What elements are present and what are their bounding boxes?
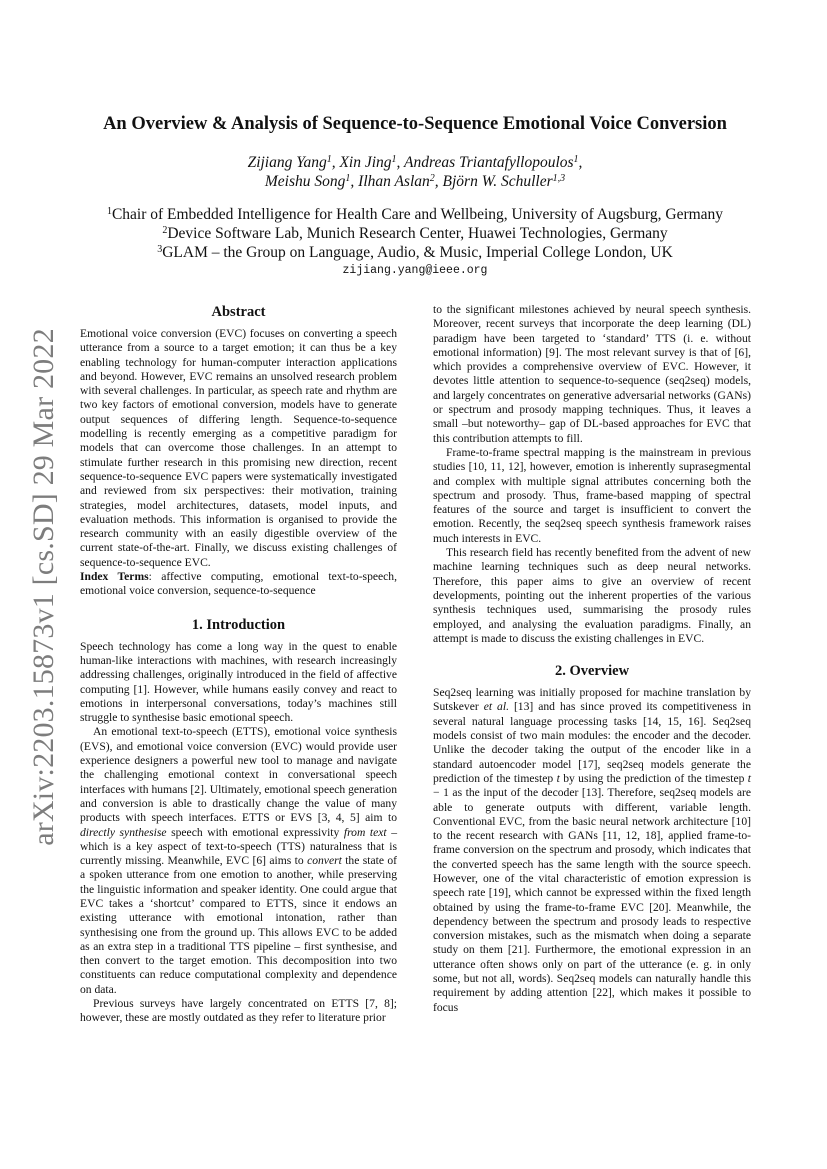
arxiv-identifier: arXiv:2203.15873v1 [cs.SD] 29 Mar 2022 bbox=[27, 328, 60, 846]
left-column bbox=[80, 303, 397, 1026]
author-line-1 bbox=[80, 153, 750, 172]
author-separator: , bbox=[350, 173, 359, 190]
index-terms-list: : affective computing, emotional text-to-speech, emotional voice conversion, sequence-to-sequence bbox=[80, 570, 397, 598]
author-name: Xin Jing bbox=[339, 154, 392, 171]
index-terms-label: Index Terms bbox=[80, 570, 149, 584]
author-separator: , bbox=[396, 154, 405, 171]
author-name: Ilhan Aslan bbox=[358, 173, 430, 190]
affiliation-text: Chair of Embedded Intelligence for Health Care and Wellbeing, University of Augsburg, Germany bbox=[111, 206, 724, 223]
author-separator: , bbox=[578, 154, 583, 171]
emphasis-text: convert bbox=[307, 854, 342, 868]
emphasis-text: from text bbox=[343, 825, 387, 839]
text-run: An emotional text-to-speech (ETTS), emotional voice synthesis (EVS), and emotional voice conversion (EVC) would provide user experience designers a powerful new tool to manage and navigate the challenging emotional context in conversational speech interfaces with humans [2]. Ultimately, emotional speech generation and conversion is able to drastically change the value of many products with speech interfaces. ETTS or EVS [3, 4, 5] aim to bbox=[80, 725, 398, 825]
intro-paragraph-4: Frame-to-frame spectral mapping is the mainstream in previous studies [10, 11, 12], however, emotion is inherently suprasegmental and complex with multiple signal attributes concerning both the spectrum and prosody. Thus, frame-based mapping of spectral features of the source and target is insufficient to convert the emotion. Recently, the seq2seq speech synthesis framework raises much interests in EVC. bbox=[433, 445, 751, 545]
author-name: Björn W. Schuller bbox=[442, 173, 553, 190]
text-run: – which is a key aspect of text-to-speech (TTS) naturalness that is currently missing. Meanwhile, EVC [6] aims to bbox=[80, 825, 397, 868]
affiliation-text: GLAM – the Group on Language, Audio, & Music, Imperial College London, UK bbox=[162, 244, 673, 261]
text-run: the state of a spoken utterance from one emotion to another, while preserving the linguistic information and speaker identity. One could argue that EVC takes a ‘shortcut’ compared to ETTS, since it endows an existing utterance with emotional intonation, rather than synthesising one from the ground up. This allows EVC to be added as an extra step in a traditional TTS pipeline – first synthesise, and then convert to the target emotion. This decomposition into two constituents can reduce computational complexity and dependence on data. bbox=[80, 854, 397, 996]
intro-paragraph-1: Speech technology has come a long way in the quest to enable human-like interactions with machines, with research increasingly addressing challenges, originally introduced in the field of affective computing [1]. However, while humans easily convey and react to emotions in interpersonal conversations, today’s machines still struggle to synthesise basic emotional speech. bbox=[80, 639, 397, 725]
affiliation-text: Device Software Lab, Munich Research Center, Huawei Technologies, Germany bbox=[167, 225, 668, 242]
affiliation-sup: 1 bbox=[106, 206, 112, 217]
text-run: speech with emotional expressivity bbox=[166, 825, 344, 839]
right-column bbox=[433, 303, 751, 1015]
affiliation-3 bbox=[60, 243, 770, 262]
author-affil-sup: 1 bbox=[326, 154, 332, 165]
overview-paragraph-1 bbox=[433, 686, 751, 1015]
author-separator: , bbox=[434, 173, 443, 190]
author-affil-sup: 1 bbox=[345, 173, 351, 184]
author-affil-sup: 1 bbox=[573, 154, 579, 165]
text-run: Seq2seq learning was initially proposed for machine translation by Sutskever bbox=[433, 686, 751, 714]
author-affil-sup: 1 bbox=[391, 154, 397, 165]
emphasis-text: et al. bbox=[483, 700, 509, 714]
affiliation-sup: 3 bbox=[157, 244, 163, 255]
math-variable: t bbox=[747, 771, 751, 785]
introduction-heading: 1. Introduction bbox=[191, 616, 286, 633]
affiliation-list bbox=[60, 205, 770, 262]
affiliation-1 bbox=[60, 205, 770, 224]
math-variable: t bbox=[556, 771, 560, 785]
contact-email: zijiang.yang@ieee.org bbox=[342, 264, 488, 277]
text-run: [13] and has since proved its competitiveness in several natural language processing tasks [14, 15, 16]. Seq2seq models consist of two main modules: the encoder and the decoder. Unlike the decoder taking the output of the encoder like in a standard autoencoder model [17], seq2seq models generate the prediction of the timestep bbox=[433, 700, 751, 785]
emphasis-text: directly synthesise bbox=[80, 825, 167, 839]
text-run: by using the prediction of the timestep bbox=[559, 771, 748, 785]
intro-paragraph-3-start: Previous surveys have largely concentrated on ETTS [7, 8]; however, these are mostly outdated as they refer to literature prior bbox=[80, 997, 397, 1025]
affiliation-sup: 2 bbox=[162, 225, 168, 236]
intro-paragraph-2 bbox=[80, 725, 397, 997]
abstract-heading: Abstract bbox=[211, 304, 266, 320]
intro-paragraph-5: This research field has recently benefited from the advent of new machine learning techniques such as deep neural networks. Therefore, this paper aims to give an overview of recent developments, pointing out the inherent properties of the various synthesis techniques used, summarising the prosody rules employed, and analysing the evaluation paradigms. Finally, an attempt is made to discuss the existing challenges in EVC. bbox=[433, 546, 751, 645]
author-name: Zijiang Yang bbox=[247, 154, 327, 171]
author-name: Andreas Triantafyllopoulos bbox=[404, 154, 574, 171]
overview-heading: 2. Overview bbox=[554, 663, 630, 680]
author-line-2 bbox=[80, 172, 750, 191]
author-affil-sup: 1,3 bbox=[552, 173, 566, 184]
paper-title: An Overview & Analysis of Sequence-to-Sequence Emotional Voice Conversion bbox=[103, 114, 727, 134]
index-terms bbox=[80, 570, 397, 599]
author-name: Meishu Song bbox=[264, 173, 346, 190]
author-affil-sup: 2 bbox=[429, 173, 435, 184]
author-list bbox=[80, 153, 750, 191]
text-run: − 1 as the input of the decoder [13]. Therefore, seq2seq models are able to generate outputs with different, variable length. Conventional EVC, from the basic neural network architecture [10] to the recent research with GANs [11, 12, 18], applied frame-to-frame conversion on the spectrum and prosody, which indicates that the converted speech has the same length with the source speech. However, one of the vital characteristic of emotion expression is speech rate [19], which cannot be expressed within the fixed length obtained by using the frame-to-frame EVC [20]. Meanwhile, the dependency between the spectrum and prosody leads to respective conversion mistakes, such as the mismatch when doing a separate study on them [21]. Furthermore, the emotional expression in an utterance often shows only on part of the utterance (e. g. in only some, but not all, words). Seq2seq models can naturally handle this requirement by adding attention [22], which makes it possible to focus bbox=[433, 786, 751, 1014]
affiliation-2 bbox=[60, 224, 770, 243]
author-separator: , bbox=[331, 154, 340, 171]
intro-paragraph-3-continued: to the significant milestones achieved by neural speech synthesis. Moreover, recent surveys that incorporate the deep learning (DL) paradigm have been targeted to ‘standard’ TTS (i. e. without emotional information) [9]. The most relevant survey is that of [6], which provides a comprehensive overview of EVC. However, it devotes little attention to sequence-to-sequence (seq2seq) models, and largely concentrates on generative adversarial networks (GANs) or spectrum and prosody mapping techniques. Thus, it leaves a small –but noteworthy– gap of DL-based approaches for EVC that this contribution attempts to fill. bbox=[433, 303, 751, 445]
arxiv-side-stamp bbox=[14, 272, 74, 902]
abstract-text: Emotional voice conversion (EVC) focuses on converting a speech utterance from a source to a target emotion; it can thus be a key enabling technology for human-computer interaction applications and beyond. However, EVC remains an unsolved research problem with several challenges. In particular, as speech rate and rhythm are two key factors of emotional conversion, models have to generate output sequences of differing length. Sequence-to-sequence modelling is recently emerging as a competitive paradigm for models that can overcome those challenges. In an attempt to stimulate further research in this promising new direction, recent sequence-to-sequence EVC papers were systematically investigated and reviewed from six perspectives: their motivation, training strategies, model architectures, datasets, model inputs, and evaluation methods. This information is organised to provide the research community with an easily digestible overview of the current state-of-the-art. Finally, we discuss existing challenges of sequence-to-sequence EVC. bbox=[80, 327, 397, 569]
